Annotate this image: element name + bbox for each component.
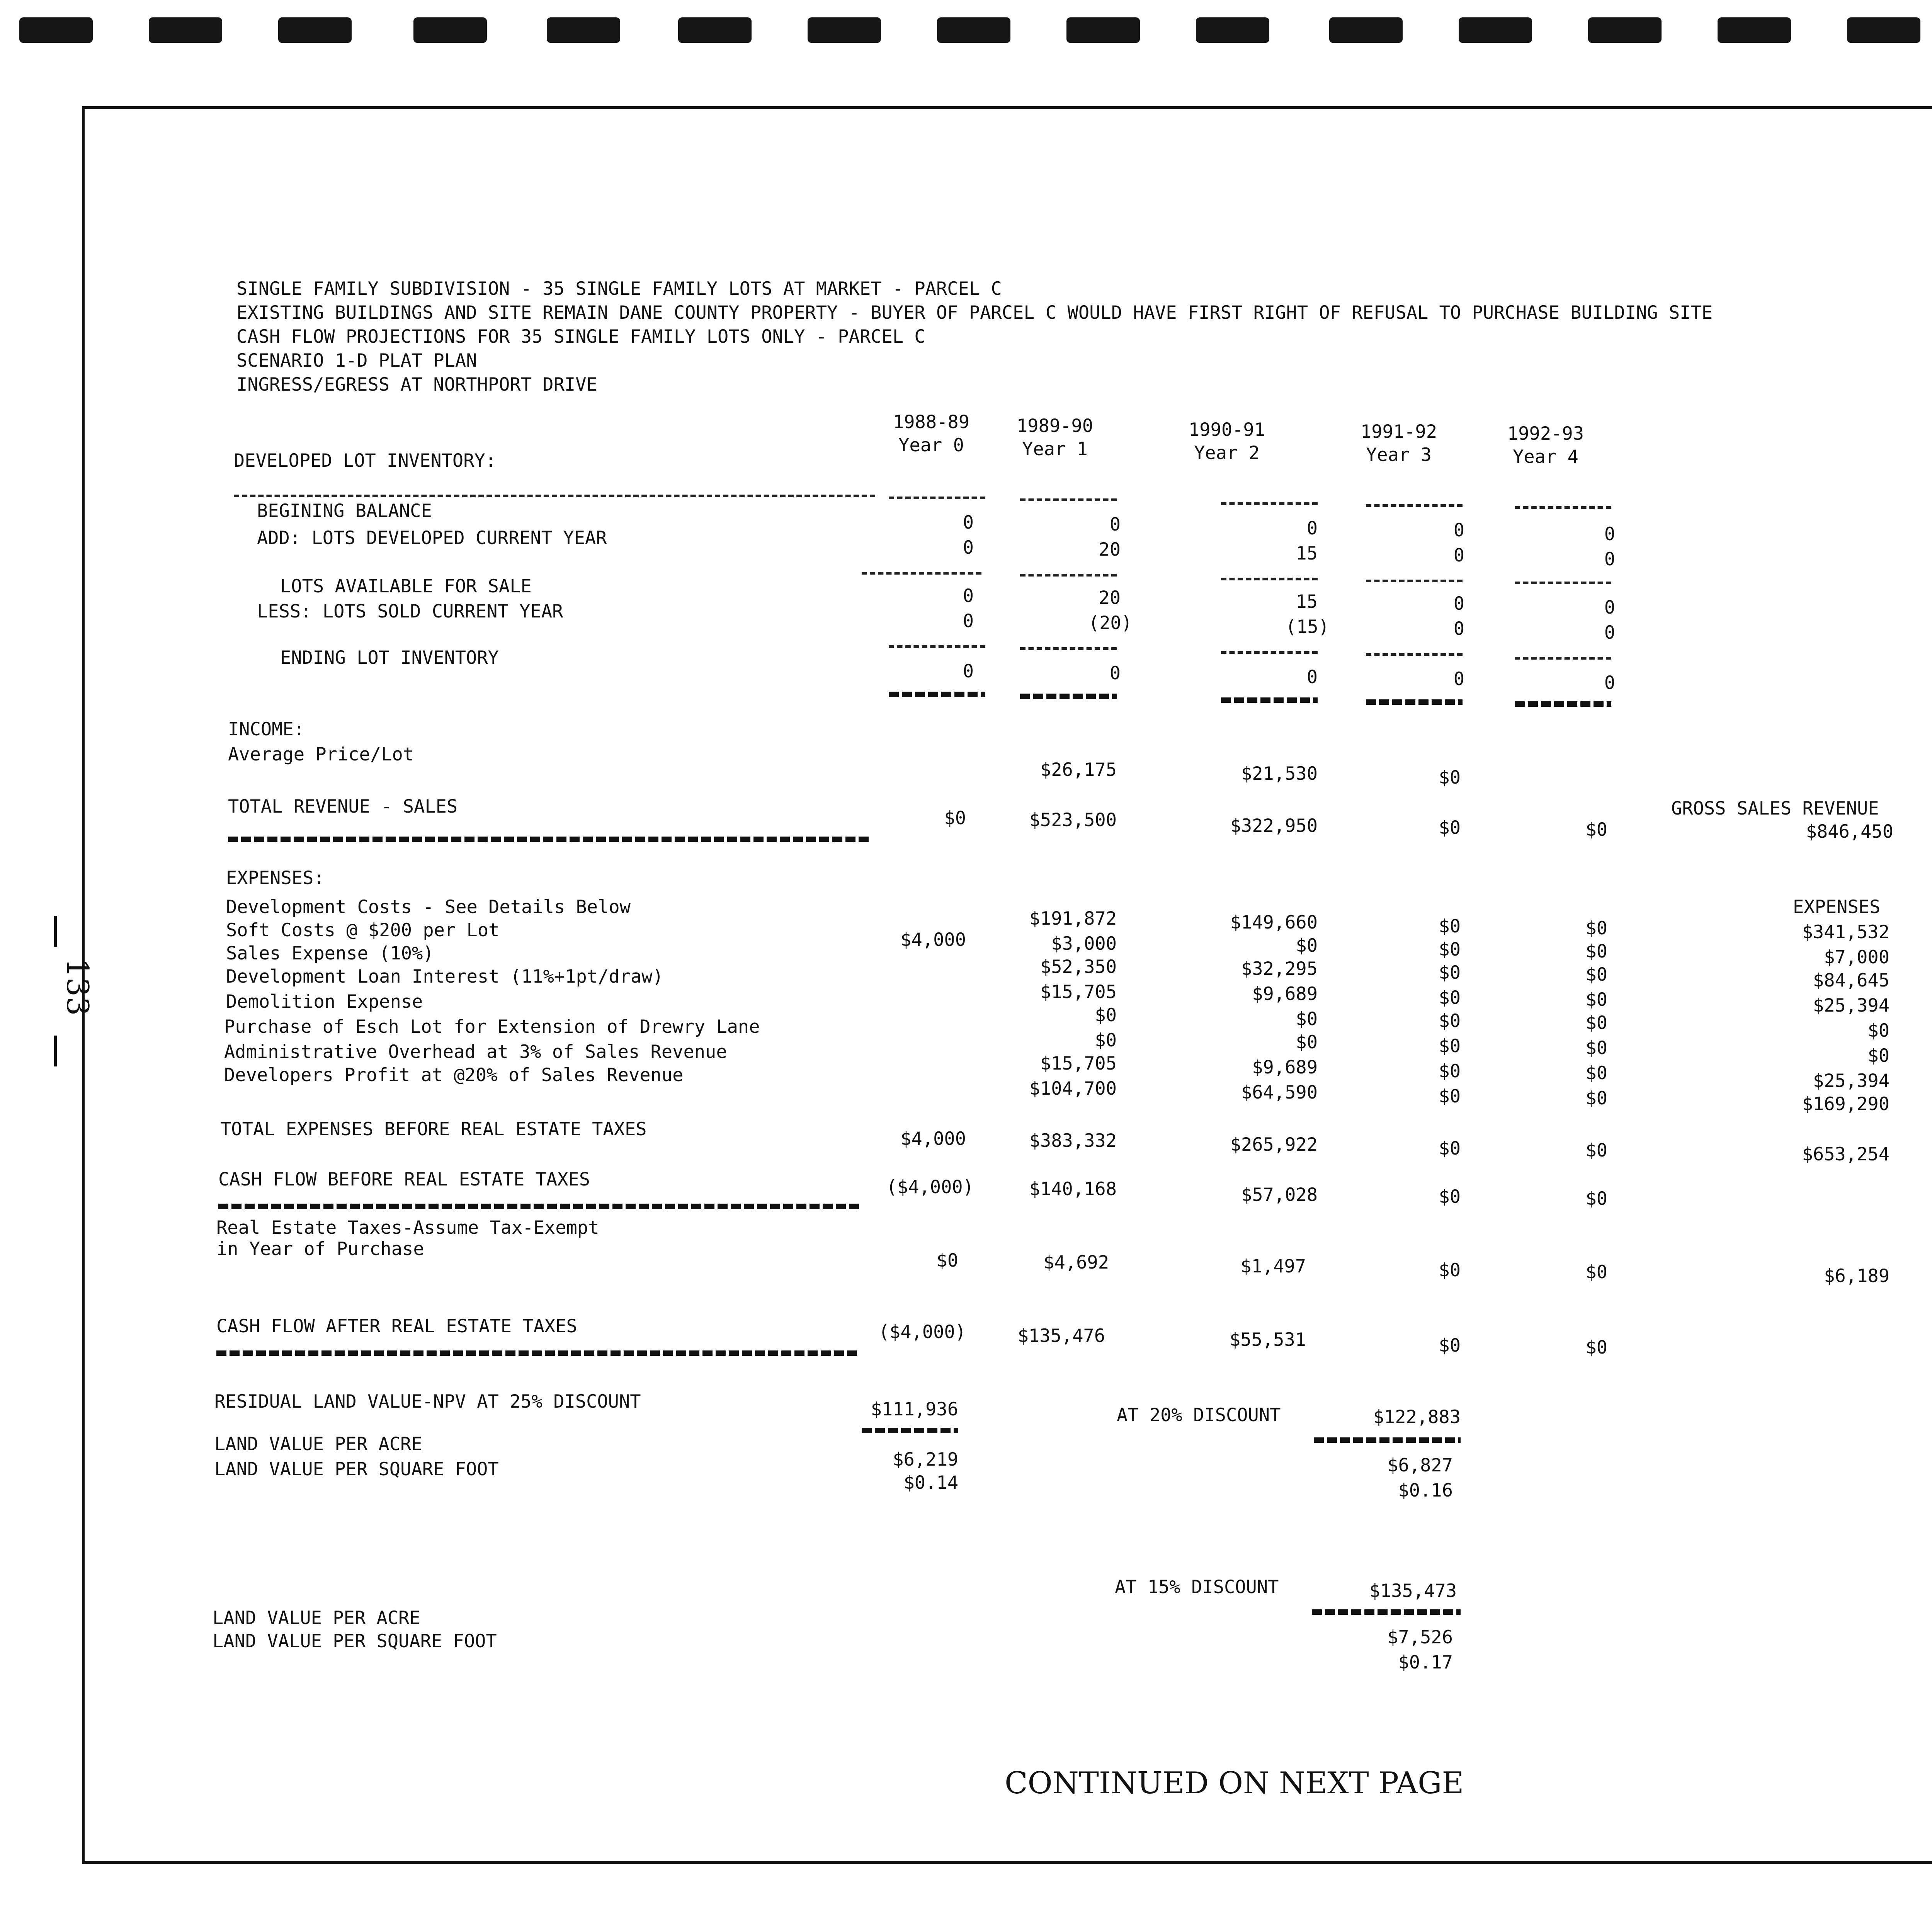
expenses-col-header: EXPENSES <box>1793 896 1881 918</box>
total-expenses-cell: $0 <box>1439 1138 1461 1159</box>
expense-cell: $0 <box>1095 1005 1117 1026</box>
expense-cell: $0 <box>1296 1009 1318 1030</box>
cash-flow-before-cell: $140,168 <box>1029 1179 1117 1200</box>
expense-cell: $52,350 <box>1040 956 1117 978</box>
inventory-cell: 0 <box>963 611 974 632</box>
column-fy: 1989-90 <box>1016 415 1094 437</box>
binder-hole <box>1196 17 1269 43</box>
column-year: Year 2 <box>1194 442 1260 464</box>
margin-tick <box>54 916 57 947</box>
residual-value-25: $111,936 <box>871 1399 958 1420</box>
divider <box>1020 574 1117 577</box>
discount-15-label: AT 15% DISCOUNT <box>1115 1577 1279 1598</box>
inventory-label: ADD: LOTS DEVELOPED CURRENT YEAR <box>257 527 607 549</box>
inventory-cell: 20 <box>1099 539 1121 560</box>
expense-cell: $15,705 <box>1040 1053 1117 1074</box>
binder-hole <box>678 17 752 43</box>
binder-hole <box>547 17 620 43</box>
real-estate-taxes-label: in Year of Purchase <box>216 1238 424 1260</box>
total-revenue-label: TOTAL REVENUE - SALES <box>228 796 458 817</box>
expense-cell: $0 <box>1585 918 1607 939</box>
total-revenue-cell: $0 <box>1439 817 1461 838</box>
expense-cell: $64,590 <box>1241 1082 1318 1103</box>
column-year: Year 0 <box>898 435 964 456</box>
expense-total-cell: $25,394 <box>1813 995 1889 1016</box>
column-fy: 1990-91 <box>1188 419 1265 440</box>
expense-cell: $0 <box>1439 1010 1461 1032</box>
total-expenses-cell: $265,922 <box>1230 1134 1318 1155</box>
expense-cell: $0 <box>1095 1030 1117 1051</box>
real-estate-taxes-cell: $0 <box>1585 1262 1607 1283</box>
inventory-cell: 0 <box>1453 545 1464 566</box>
expense-cell: $0 <box>1439 939 1461 960</box>
residual-value-20: $122,883 <box>1373 1406 1461 1428</box>
expense-label: Development Loan Interest (11%+1pt/draw) <box>226 966 663 987</box>
real-estate-taxes-total: $6,189 <box>1824 1265 1889 1287</box>
land-per-sqft-label: LAND VALUE PER SQUARE FOOT <box>214 1459 499 1480</box>
cash-flow-after-cell: $0 <box>1439 1335 1461 1356</box>
expense-label: Sales Expense (10%) <box>226 943 434 964</box>
double-rule <box>862 1428 958 1433</box>
total-revenue-cell: $523,500 <box>1029 810 1117 831</box>
cash-flow-after-label: CASH FLOW AFTER REAL ESTATE TAXES <box>216 1316 577 1337</box>
expense-cell: $191,872 <box>1029 908 1117 929</box>
land-per-sqft-15: $0.17 <box>1398 1652 1453 1673</box>
divider <box>1515 506 1611 509</box>
inventory-cell: 0 <box>1109 663 1121 684</box>
expense-label: Demolition Expense <box>226 991 423 1012</box>
expense-cell: $0 <box>1439 1061 1461 1082</box>
divider <box>1221 651 1318 654</box>
expense-cell: $15,705 <box>1040 981 1117 1003</box>
expense-cell: $3,000 <box>1051 933 1117 954</box>
expense-cell: $0 <box>1439 916 1461 937</box>
double-rule <box>216 1350 858 1356</box>
land-per-acre-label: LAND VALUE PER ACRE <box>213 1607 420 1629</box>
inventory-cell: (15) <box>1285 616 1329 638</box>
land-per-sqft-label: LAND VALUE PER SQUARE FOOT <box>213 1631 497 1652</box>
binder-hole <box>1459 17 1532 43</box>
inventory-cell: 15 <box>1296 591 1318 612</box>
income-title: INCOME: <box>228 719 305 740</box>
double-rule <box>218 1204 860 1209</box>
header-line: INGRESS/EGRESS AT NORTHPORT DRIVE <box>236 374 597 395</box>
cash-flow-after-cell: ($4,000) <box>878 1321 966 1343</box>
inventory-cell: 20 <box>1099 587 1121 609</box>
expense-cell: $9,689 <box>1252 1057 1318 1078</box>
inventory-cell: 0 <box>1306 518 1318 539</box>
double-rule <box>1221 697 1318 703</box>
gross-sales-label: GROSS SALES REVENUE <box>1671 798 1879 819</box>
page-number: 133 <box>60 958 95 1016</box>
inventory-cell: 0 <box>1453 593 1464 614</box>
cash-flow-before-cell: $0 <box>1585 1188 1607 1209</box>
expense-cell: $0 <box>1296 935 1318 956</box>
column-year: Year 4 <box>1513 446 1578 468</box>
divider <box>889 645 985 648</box>
total-revenue-cell: $0 <box>1585 819 1607 840</box>
land-per-acre-15: $7,526 <box>1387 1627 1453 1648</box>
land-per-acre-25: $6,219 <box>893 1449 958 1470</box>
binder-hole <box>808 17 881 43</box>
binder-hole <box>278 17 352 43</box>
double-rule <box>1314 1437 1461 1443</box>
cash-flow-before-cell: ($4,000) <box>886 1177 974 1198</box>
expense-cell: $0 <box>1439 1036 1461 1057</box>
expense-cell: $0 <box>1439 962 1461 983</box>
double-rule <box>228 837 869 842</box>
inventory-cell: 0 <box>1453 668 1464 690</box>
divider <box>1221 502 1318 505</box>
expense-label: Administrative Overhead at 3% of Sales Revenue <box>224 1041 727 1063</box>
inventory-cell: 0 <box>1604 549 1615 570</box>
divider <box>1515 657 1611 660</box>
inventory-label: LOTS AVAILABLE FOR SALE <box>280 576 532 597</box>
column-year: Year 1 <box>1022 439 1088 460</box>
avg-price-cell: $21,530 <box>1241 763 1318 784</box>
avg-price-cell: $0 <box>1439 767 1461 788</box>
expense-cell: $0 <box>1439 1086 1461 1107</box>
total-expenses-cell: $383,332 <box>1029 1130 1117 1151</box>
inventory-cell: 0 <box>1453 618 1464 639</box>
binder-hole <box>937 17 1010 43</box>
land-per-sqft-20: $0.16 <box>1398 1480 1453 1501</box>
divider <box>1221 578 1318 580</box>
avg-price-cell: $26,175 <box>1040 759 1117 781</box>
divider <box>1366 653 1463 656</box>
total-expenses-cell: $4,000 <box>900 1128 966 1150</box>
inventory-cell: 0 <box>963 585 974 607</box>
divider <box>234 495 875 497</box>
expense-total-cell: $84,645 <box>1813 970 1889 991</box>
inventory-cell: 15 <box>1296 543 1318 564</box>
inventory-title: DEVELOPED LOT INVENTORY: <box>234 450 497 471</box>
expense-total-cell: $25,394 <box>1813 1070 1889 1092</box>
land-per-acre-label: LAND VALUE PER ACRE <box>214 1434 422 1455</box>
residual-value-15: $135,473 <box>1369 1580 1457 1602</box>
inventory-cell: 0 <box>1604 524 1615 545</box>
column-fy: 1992-93 <box>1507 423 1584 444</box>
inventory-cell: 0 <box>1604 622 1615 643</box>
inventory-cell: 0 <box>1453 520 1464 541</box>
expense-cell: $0 <box>1585 941 1607 962</box>
total-revenue-cell: $0 <box>944 808 966 829</box>
inventory-cell: 0 <box>1604 597 1615 618</box>
residual-label: RESIDUAL LAND VALUE-NPV AT 25% DISCOUNT <box>214 1391 641 1412</box>
expense-cell: $0 <box>1585 1088 1607 1109</box>
expense-total-cell: $7,000 <box>1824 947 1889 968</box>
cash-flow-before-label: CASH FLOW BEFORE REAL ESTATE TAXES <box>218 1169 590 1190</box>
expense-cell: $0 <box>1585 989 1607 1010</box>
total-expenses-cell: $0 <box>1585 1140 1607 1161</box>
inventory-label: ENDING LOT INVENTORY <box>280 647 499 668</box>
double-rule <box>1312 1609 1461 1615</box>
inventory-cell: 0 <box>963 537 974 558</box>
real-estate-taxes-cell: $1,497 <box>1240 1256 1306 1277</box>
discount-20-label: AT 20% DISCOUNT <box>1117 1405 1281 1426</box>
binder-hole <box>1718 17 1791 43</box>
expense-label: Soft Costs @ $200 per Lot <box>226 920 500 941</box>
total-expenses-total: $653,254 <box>1802 1144 1889 1165</box>
expense-cell: $149,660 <box>1230 912 1318 933</box>
inventory-label: BEGINING BALANCE <box>257 500 432 522</box>
header-line: SCENARIO 1-D PLAT PLAN <box>236 350 477 371</box>
expense-cell: $4,000 <box>900 929 966 951</box>
avg-price-label: Average Price/Lot <box>228 744 414 765</box>
column-fy: 1988-89 <box>893 412 970 433</box>
continued-note: CONTINUED ON NEXT PAGE <box>1005 1766 1464 1801</box>
expense-total-cell: $169,290 <box>1802 1094 1889 1115</box>
real-estate-taxes-cell: $0 <box>936 1250 958 1271</box>
real-estate-taxes-cell: $4,692 <box>1043 1252 1109 1273</box>
cash-flow-after-cell: $0 <box>1585 1337 1607 1358</box>
binder-hole <box>149 17 222 43</box>
expenses-title: EXPENSES: <box>226 867 325 889</box>
inventory-cell: 0 <box>963 512 974 533</box>
cash-flow-after-cell: $55,531 <box>1229 1329 1306 1350</box>
real-estate-taxes-label: Real Estate Taxes-Assume Tax-Exempt <box>216 1217 599 1238</box>
expense-total-cell: $341,532 <box>1802 922 1889 943</box>
inventory-cell: 0 <box>1604 672 1615 694</box>
expense-cell: $0 <box>1585 1037 1607 1059</box>
binder-hole <box>1588 17 1662 43</box>
expense-cell: $32,295 <box>1241 958 1318 980</box>
expense-cell: $0 <box>1585 1012 1607 1034</box>
inventory-cell: 0 <box>1109 514 1121 535</box>
binder-hole <box>1329 17 1403 43</box>
column-year: Year 3 <box>1366 444 1432 466</box>
divider <box>1515 582 1611 584</box>
expense-label: Purchase of Esch Lot for Extension of Drewry Lane <box>224 1016 760 1037</box>
margin-tick <box>54 1036 57 1066</box>
cash-flow-before-cell: $57,028 <box>1241 1184 1318 1206</box>
total-revenue-cell: $322,950 <box>1230 815 1318 837</box>
expense-cell: $0 <box>1585 964 1607 985</box>
divider <box>889 497 985 499</box>
inventory-cell: (20) <box>1088 612 1132 634</box>
binder-hole <box>413 17 487 43</box>
divider <box>1366 504 1463 507</box>
divider <box>1020 647 1117 650</box>
cash-flow-after-cell: $135,476 <box>1017 1325 1105 1347</box>
land-per-acre-20: $6,827 <box>1387 1455 1453 1476</box>
expense-cell: $104,700 <box>1029 1078 1117 1099</box>
total-expenses-label: TOTAL EXPENSES BEFORE REAL ESTATE TAXES <box>220 1119 647 1140</box>
cash-flow-before-cell: $0 <box>1439 1186 1461 1208</box>
divider <box>1020 498 1117 501</box>
land-per-sqft-25: $0.14 <box>903 1472 958 1493</box>
column-fy: 1991-92 <box>1360 421 1437 442</box>
binder-hole <box>1066 17 1140 43</box>
expense-cell: $9,689 <box>1252 983 1318 1005</box>
header-line: EXISTING BUILDINGS AND SITE REMAIN DANE COUNTY PROPERTY - BUYER OF PARCEL C WOULD HAVE FIRST RIGHT OF REFUSAL TO PURCHASE BUILDING SITE <box>236 302 1713 323</box>
double-rule <box>1366 699 1463 705</box>
expense-total-cell: $0 <box>1867 1020 1889 1041</box>
divider <box>1366 580 1463 582</box>
expense-cell: $0 <box>1296 1032 1318 1053</box>
binder-hole <box>1847 17 1920 43</box>
double-rule <box>1515 701 1611 707</box>
expense-label: Developers Profit at @20% of Sales Revenue <box>224 1065 684 1086</box>
header-line: CASH FLOW PROJECTIONS FOR 35 SINGLE FAMILY LOTS ONLY - PARCEL C <box>236 326 925 347</box>
gross-sales-value: $846,450 <box>1806 821 1893 842</box>
expense-total-cell: $0 <box>1867 1045 1889 1066</box>
double-rule <box>1020 694 1117 699</box>
divider <box>862 572 981 575</box>
inventory-label: LESS: LOTS SOLD CURRENT YEAR <box>257 601 563 622</box>
double-rule <box>889 692 985 697</box>
binder-hole <box>19 17 93 43</box>
expense-label: Development Costs - See Details Below <box>226 896 631 918</box>
inventory-cell: 0 <box>963 661 974 682</box>
header-line: SINGLE FAMILY SUBDIVISION - 35 SINGLE FAMILY LOTS AT MARKET - PARCEL C <box>236 278 1002 299</box>
real-estate-taxes-cell: $0 <box>1439 1260 1461 1281</box>
expense-cell: $0 <box>1439 987 1461 1009</box>
inventory-cell: 0 <box>1306 667 1318 688</box>
expense-cell: $0 <box>1585 1063 1607 1084</box>
